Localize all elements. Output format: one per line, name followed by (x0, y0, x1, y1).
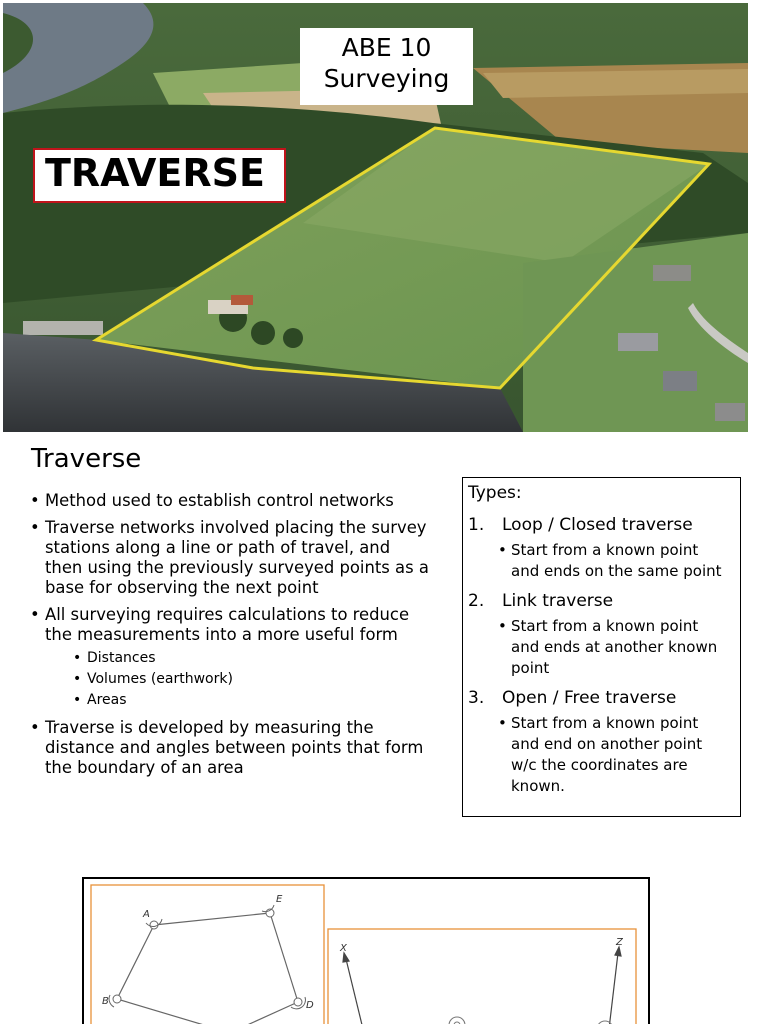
type-description: • Start from a known point and ends on the same point (468, 540, 731, 582)
station-label-b: B (102, 996, 109, 1007)
reference-label-z: Z (616, 937, 623, 948)
type-number: 3. (468, 688, 485, 708)
type-label: Open / Free traverse (502, 688, 677, 708)
type-item-open (468, 687, 740, 797)
sub-bullet-item: • Areas (73, 690, 430, 711)
course-title-box (300, 28, 473, 105)
type-label: Loop / Closed traverse (502, 515, 693, 535)
aerial-photo-slide (3, 3, 748, 432)
reference-arrows (343, 947, 621, 1024)
type-number: 1. (468, 515, 485, 535)
type-description: • Start from a known point and end on another point w/c the coordinates are known. (468, 713, 731, 797)
traverse-diagrams (84, 879, 650, 1024)
section-title: Traverse (31, 444, 142, 474)
type-description: • Start from a known point and ends at another known point (468, 616, 731, 679)
type-label: Link traverse (502, 591, 614, 611)
sub-bullet-item: • Distances (73, 648, 430, 669)
type-item-closed (468, 514, 740, 582)
types-panel (462, 477, 741, 817)
bullet-item: • Traverse networks involved placing the survey stations along a line or path of travel, and then using the previously surveyed points as a base for observing the next point (30, 518, 430, 598)
traverse-diagram-slide (82, 877, 650, 1024)
station-label-a: A (143, 909, 150, 920)
sub-bullet-list (45, 648, 430, 711)
open-traverse-stations (449, 1017, 613, 1024)
bullet-item: • Traverse is developed by measuring the distance and angles between points that form the boundary of an area (30, 718, 430, 778)
type-number: 2. (468, 591, 485, 611)
closed-traverse-panel (91, 885, 324, 1024)
station-label-e: E (276, 894, 283, 905)
slide-heading: TRAVERSE (33, 148, 286, 203)
sub-bullet-item: • Volumes (earthwork) (73, 669, 430, 690)
types-heading: Types: (468, 483, 522, 503)
type-item-link (468, 590, 740, 679)
closed-traverse-lines (117, 913, 298, 1024)
traverse-bullet-list (30, 491, 430, 785)
course-code: ABE 10 (341, 33, 432, 62)
station-label-d: D (306, 1000, 314, 1011)
bullet-text: All surveying requires calculations to reduce the measurements into a more useful form (45, 605, 410, 644)
open-traverse-panel (328, 929, 636, 1024)
bullet-item (30, 605, 430, 711)
course-name: Surveying (323, 64, 450, 93)
reference-label-x: X (340, 943, 347, 954)
bullet-item: • Method used to establish control networks (30, 491, 430, 511)
